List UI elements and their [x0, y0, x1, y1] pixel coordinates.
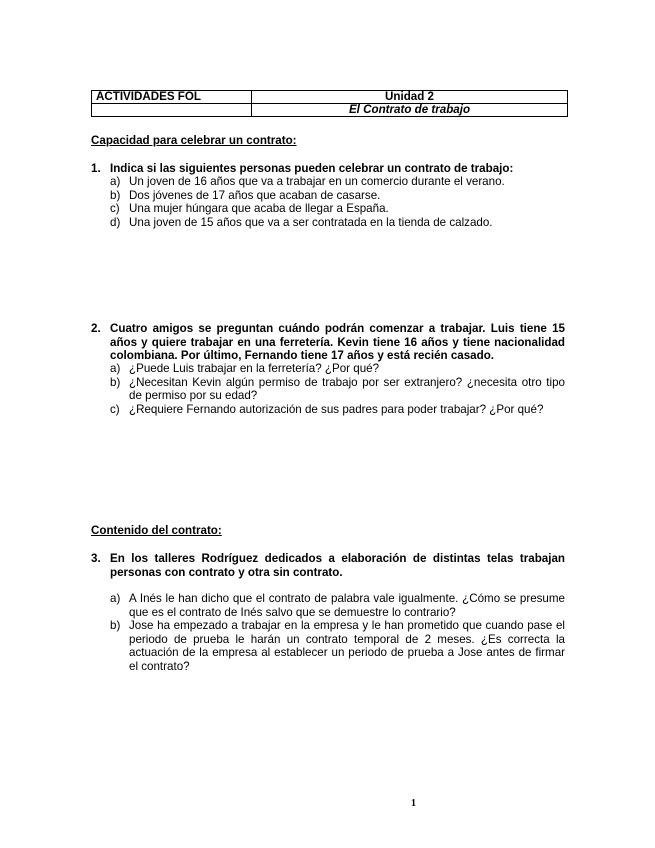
question-3-text: En los talleres Rodríguez dedicados a elaboración de distintas telas trabajan personas con contrato y otra sin contrato. [110, 552, 565, 579]
header-table [91, 90, 568, 117]
item-label: d) [110, 215, 121, 229]
page-number: 1 [411, 798, 416, 809]
header-unit-cell: Unidad 2 [252, 91, 568, 104]
item-text: Un joven de 16 años que va a trabajar en un comercio durante el verano. [129, 175, 505, 188]
item-label: c) [110, 202, 120, 215]
item-text: ¿Requiere Fernando autorización de sus padres para poder trabajar? ¿Por qué? [129, 402, 544, 416]
question-2 [91, 322, 565, 363]
item-text: Dos jóvenes de 17 años que acaban de casarse. [129, 188, 381, 202]
item-label: b) [110, 188, 121, 202]
header-subtitle-cell: El Contrato de trabajo [252, 104, 568, 117]
question-3-number: 3. [91, 552, 101, 565]
item-text: Una mujer húngara que acaba de llegar a España. [129, 202, 389, 215]
section-title-capacidad: Capacidad para celebrar un contrato: [91, 134, 297, 147]
list-item [110, 376, 565, 403]
item-text: ¿Necesitan Kevin algún permiso de trabajo por ser extranjero? ¿necesita otro tipo de permiso por su edad? [129, 375, 565, 402]
question-2-number: 2. [91, 322, 101, 335]
item-text: A Inés le han dicho que el contrato de palabra vale igualmente. ¿Cómo se presume que es el contrato de Inés salvo que se demuestre lo contrario? [129, 592, 565, 619]
list-item [110, 592, 565, 619]
list-item [110, 189, 565, 203]
item-text: ¿Puede Luis trabajar en la ferretería? ¿Por qué? [129, 362, 380, 375]
list-item [110, 619, 565, 673]
header-empty-cell [92, 104, 252, 117]
question-3 [91, 552, 565, 579]
question-2-text: Cuatro amigos se preguntan cuándo podrán comenzar a trabajar. Luis tiene 15 años y quiere trabajar en una ferretería. Kevin tiene 16 años y tiene nacionalidad colombiana. Por último, Fernando tiene 17 años y está recién casado. [110, 322, 565, 362]
question-1-list [110, 175, 565, 229]
item-label: a) [110, 362, 121, 375]
header-left-cell: ACTIVIDADES FOL [92, 91, 252, 104]
list-item [110, 362, 565, 376]
question-2-list [110, 362, 565, 416]
question-1 [91, 162, 565, 176]
item-label: b) [110, 619, 121, 632]
question-1-number: 1. [91, 162, 101, 175]
item-label: c) [110, 402, 120, 416]
list-item [110, 202, 565, 216]
item-label: a) [110, 175, 121, 188]
question-3-list [110, 592, 565, 673]
item-label: b) [110, 375, 121, 389]
list-item [110, 175, 565, 189]
question-1-text: Indica si las siguientes personas pueden celebrar un contrato de trabajo: [110, 162, 514, 175]
item-label: a) [110, 592, 121, 605]
list-item [110, 403, 565, 417]
item-text: Una joven de 15 años que va a ser contratada en la tienda de calzado. [129, 215, 493, 229]
item-text: Jose ha empezado a trabajar en la empresa y le han prometido que cuando pase el periodo de prueba le harán un contrato temporal de 2 meses. ¿Es correcta la actuación de la empresa al establecer un periodo de prueba a Jose antes de firmar el contrato? [129, 619, 565, 673]
section-title-contenido: Contenido del contrato: [91, 524, 222, 537]
list-item [110, 216, 565, 230]
